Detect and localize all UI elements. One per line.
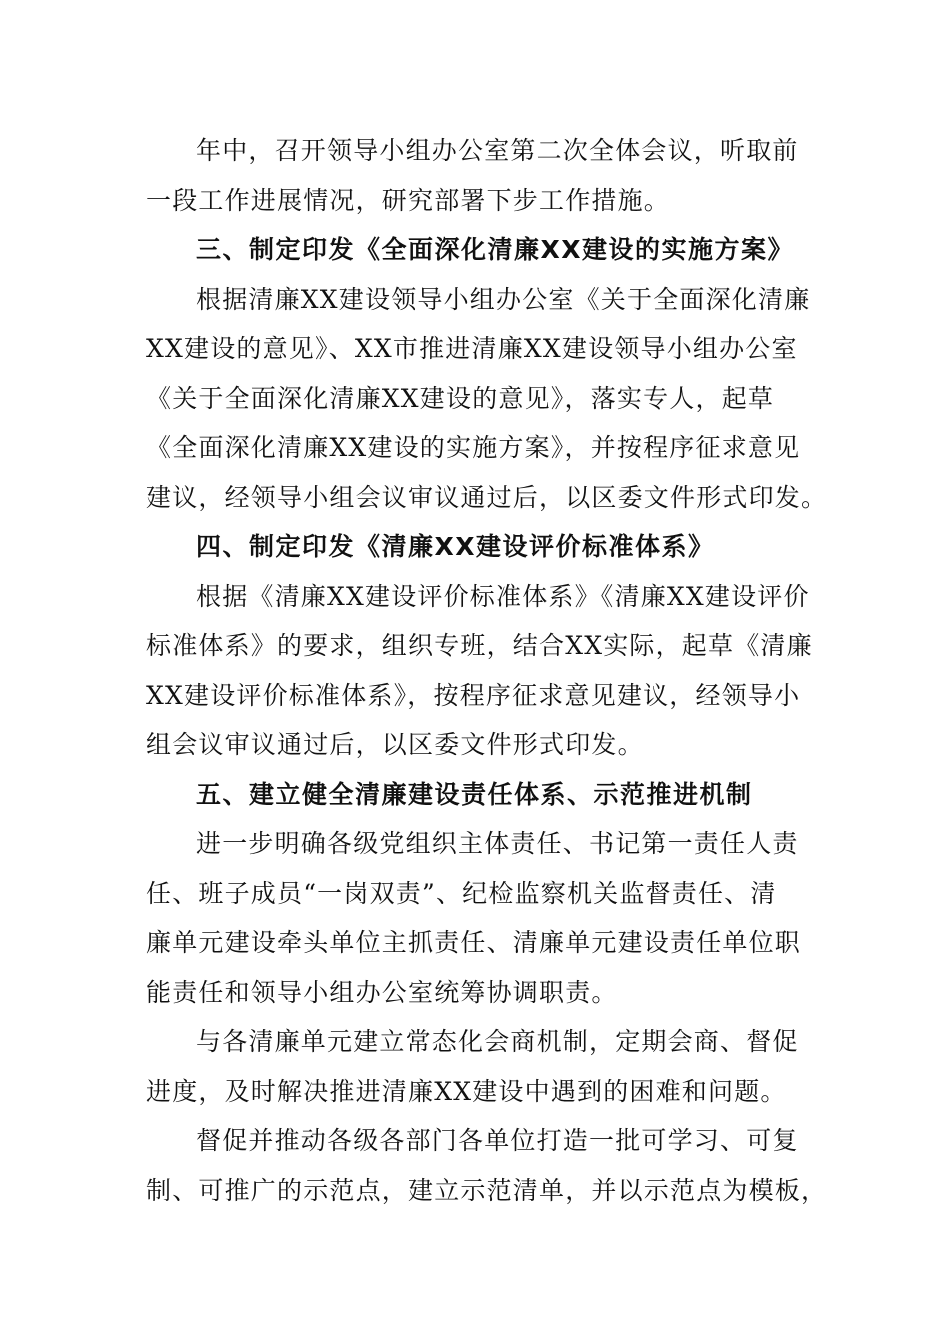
section-heading-3: 三、制定印发《全面深化清廉XX建设的实施方案》 bbox=[196, 235, 795, 264]
paragraph-line: 制、可推广的示范点，建立示范清单，并以示范点为模板， bbox=[146, 1175, 828, 1205]
paragraph-line: 督促并推动各级各部门各单位打造一批可学习、可复 bbox=[196, 1126, 799, 1155]
paragraph-line: 与各清廉单元建立常态化会商机制，定期会商、督促 bbox=[196, 1027, 799, 1056]
document-page bbox=[146, 126, 828, 1215]
paragraph-line: 根据清廉XX建设领导小组办公室《关于全面深化清廉 bbox=[196, 284, 811, 314]
paragraph-line: 廉单元建设牵头单位主抓责任、清廉单元建设责任单位职 bbox=[146, 928, 802, 957]
paragraph-line: 进度，及时解决推进清廉XX建设中遇到的困难和问题。 bbox=[146, 1076, 787, 1106]
paragraph-line: 建议，经领导小组会议审议通过后，以区委文件形式印发。 bbox=[146, 482, 828, 512]
paragraph-line: 《关于全面深化清廉XX建设的意见》，落实专人，起草 bbox=[146, 383, 775, 413]
paragraph-line: 能责任和领导小组办公室统筹协调职责。 bbox=[146, 977, 618, 1007]
paragraph-line: 根据《清廉XX建设评价标准体系》《清廉XX建设评价 bbox=[196, 581, 810, 611]
paragraph-line: XX建设的意见》、XX市推进清廉XX建设领导小组办公室 bbox=[146, 334, 798, 363]
section-heading-5: 五、建立健全清廉建设责任体系、示范推进机制 bbox=[196, 779, 753, 809]
paragraph-line: 任、班子成员“一岗双责”、纪检监察机关监督责任、清 bbox=[146, 878, 777, 908]
paragraph-line: 年中，召开领导小组办公室第二次全体会议，听取前 bbox=[196, 136, 799, 165]
paragraph-line: 进一步明确各级党组织主体责任、书记第一责任人责 bbox=[196, 829, 799, 858]
section-heading-4: 四、制定印发《清廉XX建设评价标准体系》 bbox=[196, 532, 715, 561]
paragraph-line: 标准体系》的要求，组织专班，结合XX实际，起草《清廉 bbox=[146, 631, 813, 660]
paragraph-line: 一段工作进展情况，研究部署下步工作措施。 bbox=[146, 185, 671, 215]
paragraph-line: 组会议审议通过后，以区委文件形式印发。 bbox=[146, 730, 644, 759]
paragraph-line: XX建设评价标准体系》，按程序征求意见建议，经领导小 bbox=[146, 680, 801, 710]
paragraph-line: 《全面深化清廉XX建设的实施方案》，并按程序征求意见 bbox=[146, 433, 801, 462]
